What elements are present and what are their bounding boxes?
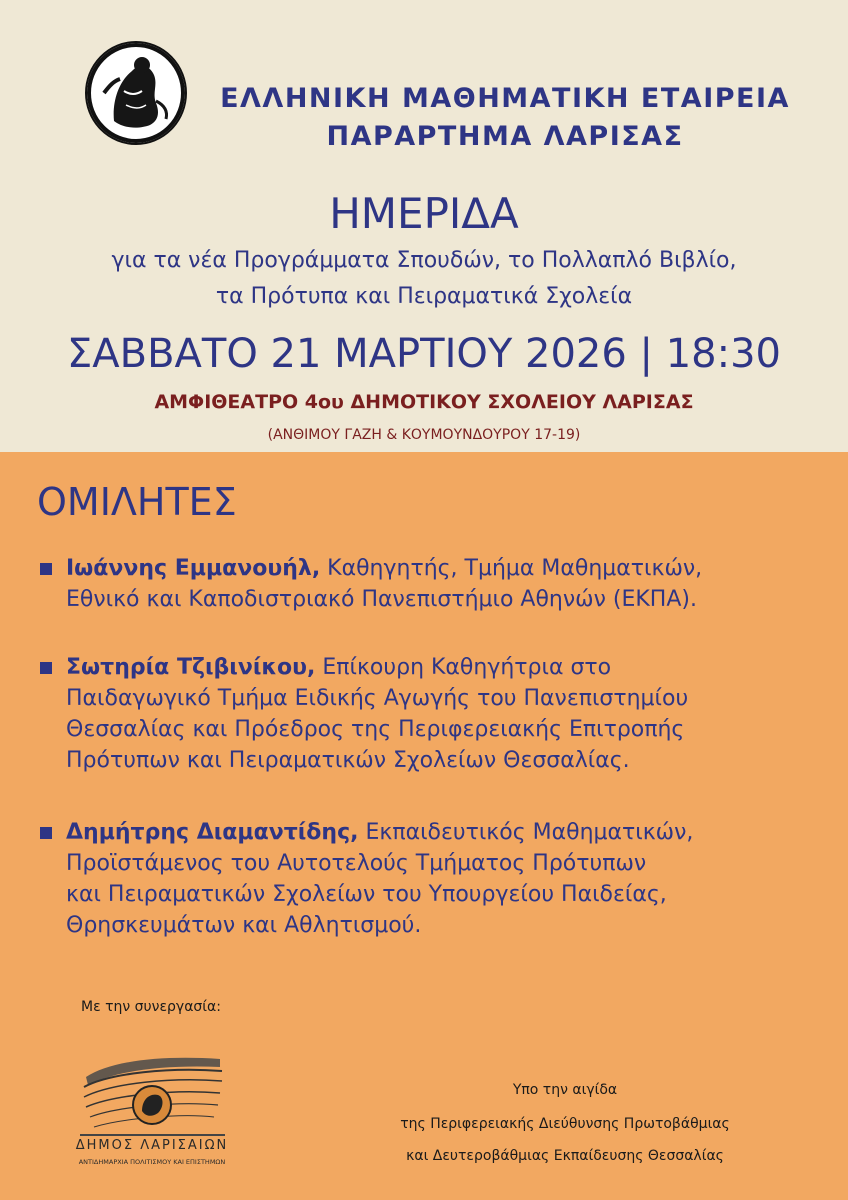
square-bullet-icon xyxy=(40,662,52,674)
speaker-desc-line: Θρησκευμάτων και Αθλητισμού. xyxy=(66,913,422,938)
speaker-desc-line: Παιδαγωγικό Τμήμα Ειδικής Αγωγής του Πανεπιστημίου xyxy=(66,686,689,711)
ancient-theatre-coin-logo xyxy=(80,1037,225,1143)
speaker-desc-line: και Πειραματικών Σχολείων του Υπουργείου Παιδείας, xyxy=(66,882,667,907)
event-venue: ΑΜΦΙΘΕΑΤΡΟ 4ου ΔΗΜΟΤΙΚΟΥ ΣΧΟΛΕΙΟΥ ΛΑΡΙΣΑΣ xyxy=(154,391,694,413)
square-bullet-icon xyxy=(40,827,52,839)
event-subtitle-line-1: για τα νέα Προγράμματα Σπουδών, το Πολλαπλό Βιβλίο, xyxy=(111,248,737,273)
aegis-line-2: της Περιφερειακής Διεύθυνσης Πρωτοβάθμιας xyxy=(400,1116,730,1132)
speaker-desc-line: Καθηγητής, Τμήμα Μαθηματικών, xyxy=(320,556,703,581)
aegis-line-1: Υπο την αιγίδα xyxy=(512,1082,618,1098)
organization-line-2: ΠΑΡΑΡΤΗΜΑ ΛΑΡΙΣΑΣ xyxy=(326,121,684,152)
speaker-name: Ιωάννης Εμμανουήλ, xyxy=(66,556,321,581)
speakers-heading: ΟΜΙΛΗΤΕΣ xyxy=(37,480,237,524)
speaker-desc-line: Εκπαιδευτικός Μαθηματικών, xyxy=(358,820,694,845)
speaker-desc-line: Εθνικό και Καποδιστριακό Πανεπιστήμιο Αθηνών (ΕΚΠΑ). xyxy=(66,587,697,612)
speaker-desc-line: Θεσσαλίας και Πρόεδρος της Περιφερειακής Επιτροπής xyxy=(66,717,685,742)
header-panel xyxy=(0,0,848,452)
event-title: ΗΜΕΡΙΔΑ xyxy=(329,189,519,238)
aegis-line-3: και Δευτεροβάθμιας Εκπαίδευσης Θεσσαλίας xyxy=(406,1148,724,1164)
event-address: (ΑΝΘΙΜΟΥ ΓΑΖΗ & ΚΟΥΜΟΥΝΔΟΥΡΟΥ 17-19) xyxy=(267,427,581,443)
collaboration-label: Με την συνεργασία: xyxy=(81,999,221,1015)
organization-name xyxy=(205,80,805,156)
municipality-subtitle: ΑΝΤΙΔΗΜΑΡΧΙΑ ΠΟΛΙΤΙΣΜΟΥ ΚΑΙ ΕΠΙΣΤΗΜΩΝ xyxy=(78,1158,226,1166)
event-date-time: ΣΑΒΒΑΤΟ 21 ΜΑΡΤΙΟΥ 2026 | 18:30 xyxy=(67,331,781,377)
ancient-coin-seal-icon xyxy=(84,41,188,145)
speaker-desc-line: Επίκουρη Καθηγήτρια στο xyxy=(315,655,612,680)
square-bullet-icon xyxy=(40,563,52,575)
speaker-desc-line: Προϊστάμενος του Αυτοτελούς Τμήματος Πρότυπων xyxy=(66,851,647,876)
speaker-name: Σωτηρία Τζιβινίκου, xyxy=(66,655,316,680)
speaker-desc-line: Πρότυπων και Πειραματικών Σχολείων Θεσσαλίας. xyxy=(66,748,630,773)
organization-line-1: ΕΛΛΗΝΙΚΗ ΜΑΘΗΜΑΤΙΚΗ ΕΤΑΙΡΕΙΑ xyxy=(220,83,790,114)
speaker-name: Δημήτρης Διαμαντίδης, xyxy=(66,820,359,845)
event-subtitle-line-2: τα Πρότυπα και Πειραματικά Σχολεία xyxy=(215,284,633,309)
municipality-name: ΔΗΜΟΣ ΛΑΡΙΣΑΙΩΝ xyxy=(75,1138,229,1153)
